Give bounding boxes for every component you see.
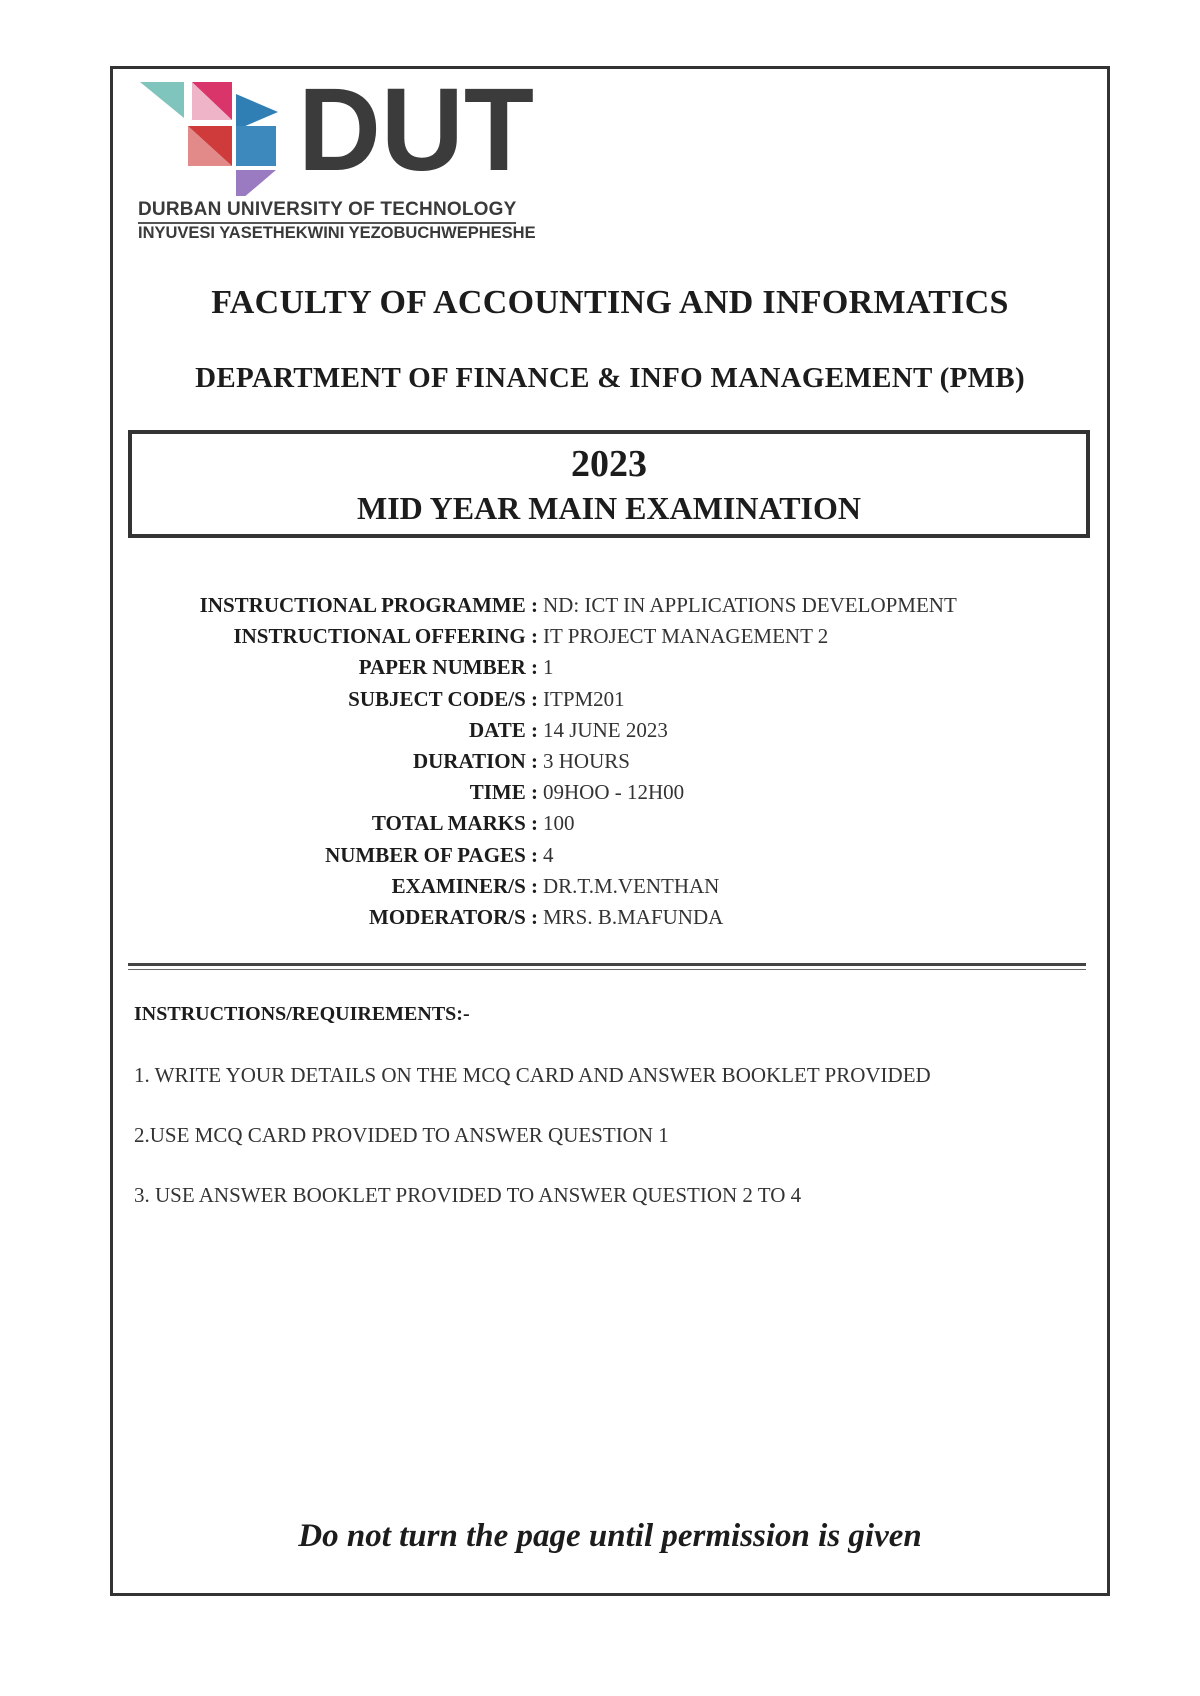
detail-row-moderator — [0, 905, 1200, 936]
detail-label: EXAMINER/S : — [391, 873, 538, 898]
university-name: DURBAN UNIVERSITY OF TECHNOLOGY — [138, 199, 516, 224]
department-title: DEPARTMENT OF FINANCE & INFO MANAGEMENT (PMB) — [195, 362, 1025, 394]
detail-value: MRS. B.MAFUNDA — [543, 904, 724, 929]
detail-value: 14 JUNE 2023 — [543, 717, 668, 742]
faculty-title: FACULTY OF ACCOUNTING AND INFORMATICS — [211, 284, 1009, 321]
detail-value: 100 — [543, 811, 575, 836]
instruction-item: 3. USE ANSWER BOOKLET PROVIDED TO ANSWER QUESTION 2 TO 4 — [134, 1183, 802, 1207]
instructions-heading: INSTRUCTIONS/REQUIREMENTS:- — [134, 1003, 470, 1025]
detail-row-paper-number — [0, 655, 1200, 686]
exam-title-box — [128, 430, 1090, 538]
instruction-item: 1. WRITE YOUR DETAILS ON THE MCQ CARD AND ANSWER BOOKLET PROVIDED — [134, 1063, 931, 1087]
detail-label: INSTRUCTIONAL OFFERING : — [233, 624, 538, 649]
logo-blue-square — [236, 126, 276, 166]
detail-label: SUBJECT CODE/S : — [348, 686, 538, 711]
university-name-zulu: INYUVESI YASETHEKWINI YEZOBUCHWEPHESHE — [138, 224, 536, 242]
detail-row-duration — [0, 749, 1200, 780]
detail-label: DURATION : — [412, 748, 538, 773]
exam-details — [0, 593, 1200, 936]
detail-row-date — [0, 718, 1200, 749]
detail-row-examiner — [0, 874, 1200, 905]
divider-line — [128, 963, 1086, 966]
logo-teal-triangle — [140, 82, 184, 118]
exam-year: 2023 — [571, 443, 647, 485]
detail-row-number-of-pages — [0, 843, 1200, 874]
instruction-item: 2.USE MCQ CARD PROVIDED TO ANSWER QUESTION 1 — [134, 1123, 669, 1147]
detail-row-programme — [0, 593, 1200, 624]
detail-value: ITPM201 — [543, 686, 625, 711]
footer-note: Do not turn the page until permission is given — [298, 1518, 922, 1554]
detail-value: IT PROJECT MANAGEMENT 2 — [543, 624, 829, 649]
detail-label: DATE : — [468, 717, 538, 742]
detail-value: 09HOO - 12H00 — [543, 780, 685, 805]
detail-label: TIME : — [469, 780, 538, 805]
detail-label: MODERATOR/S : — [369, 904, 538, 929]
logo-wordmark: DUT — [298, 76, 534, 196]
detail-value: 3 HOURS — [543, 748, 630, 773]
detail-label: NUMBER OF PAGES : — [325, 842, 538, 867]
detail-label: INSTRUCTIONAL PROGRAMME : — [199, 593, 538, 617]
detail-value: 4 — [543, 842, 554, 867]
detail-row-subject-code — [0, 687, 1200, 718]
detail-label: PAPER NUMBER : — [358, 655, 538, 680]
detail-row-offering — [0, 624, 1200, 655]
detail-row-time — [0, 780, 1200, 811]
detail-value: 1 — [543, 655, 554, 680]
detail-value: ND: ICT IN APPLICATIONS DEVELOPMENT — [543, 593, 957, 617]
detail-label: TOTAL MARKS : — [371, 811, 538, 836]
logo-purple-triangle — [236, 170, 276, 196]
detail-value: DR.T.M.VENTHAN — [543, 873, 720, 898]
divider-line-secondary — [128, 969, 1086, 970]
detail-row-total-marks — [0, 811, 1200, 842]
exam-title: MID YEAR MAIN EXAMINATION — [357, 490, 861, 526]
